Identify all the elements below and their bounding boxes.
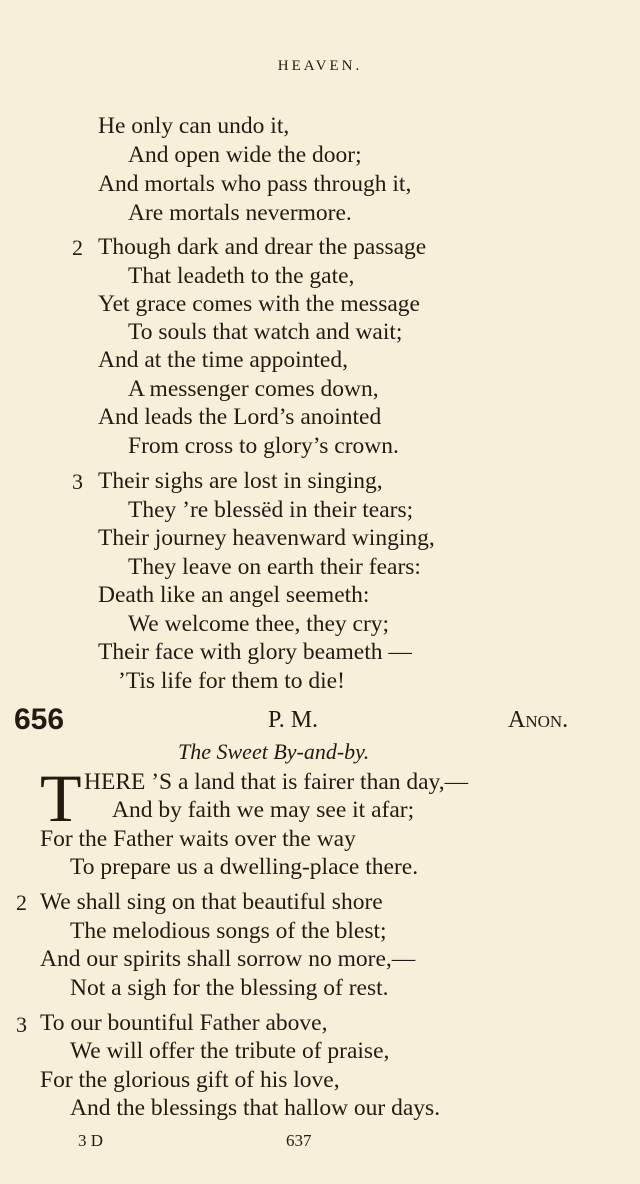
stanza3-number: 3 bbox=[72, 469, 83, 494]
stanza1-line-3: And mortals who pass through it, bbox=[98, 171, 412, 197]
stanza3-line-2: They ’re blessëd in their tears; bbox=[128, 497, 414, 523]
stanza2-line-3: Yet grace comes with the message bbox=[98, 291, 420, 317]
stanza3-line-6: We welcome thee, they cry; bbox=[128, 611, 390, 637]
stanza3-line-5: Death like an angel seemeth: bbox=[98, 582, 370, 608]
verse3-number: 3 bbox=[16, 1012, 27, 1037]
verse3-line-3: For the glorious gift of his love, bbox=[40, 1067, 340, 1093]
stanza2-line-7: And leads the Lord’s anointed bbox=[98, 404, 382, 430]
stanza2-line-2: That leadeth to the gate, bbox=[128, 263, 355, 289]
stanza2-line-5: And at the time appointed, bbox=[98, 347, 348, 373]
stanza3-line-3: Their journey heavenward winging, bbox=[98, 525, 435, 551]
verse3-line-2: We will offer the tribute of praise, bbox=[70, 1038, 390, 1064]
verse2-line-4: Not a sigh for the blessing of rest. bbox=[70, 975, 389, 1001]
stanza2-number: 2 bbox=[72, 235, 83, 260]
signature-mark: 3 D bbox=[78, 1131, 104, 1150]
verse1-line-2: And by faith we may see it afar; bbox=[112, 797, 415, 823]
stanza1-line-1: He only can undo it, bbox=[98, 113, 290, 139]
stanza3-line-4: They leave on earth their fears: bbox=[128, 554, 421, 580]
hymn-number: 656 bbox=[14, 703, 65, 736]
stanza1-line-4: Are mortals nevermore. bbox=[128, 200, 352, 226]
stanza3-line-8: ’Tis life for them to die! bbox=[118, 668, 345, 694]
verse3-line-1: To our bountiful Father above, bbox=[40, 1010, 328, 1036]
drop-cap: T bbox=[40, 760, 82, 836]
verse2-line-1: We shall sing on that beautiful shore bbox=[40, 889, 383, 915]
stanza2-line-4: To souls that watch and wait; bbox=[128, 319, 403, 345]
verse1-line-3: For the Father waits over the way bbox=[40, 826, 356, 852]
running-header: HEAVEN. bbox=[277, 58, 363, 74]
stanza2-line-8: From cross to glory’s crown. bbox=[128, 433, 399, 459]
hymn-meter: P. M. bbox=[268, 707, 319, 733]
verse3-line-4: And the blessings that hallow our days. bbox=[70, 1095, 441, 1121]
hymn-author: Anon. bbox=[508, 707, 569, 733]
verse2-line-2: The melodious songs of the blest; bbox=[70, 918, 387, 944]
stanza2-line-6: A messenger comes down, bbox=[128, 376, 379, 402]
page-number: 637 bbox=[286, 1131, 312, 1150]
verse2-number: 2 bbox=[16, 890, 27, 915]
stanza2-line-1: Though dark and drear the passage bbox=[98, 234, 427, 260]
verse1-line-4: To prepare us a dwelling-place there. bbox=[70, 854, 419, 880]
stanza3-line-1: Their sighs are lost in singing, bbox=[98, 468, 383, 494]
verse1-line-1: HERE ’S a land that is fairer than day,— bbox=[84, 769, 469, 795]
verse2-line-3: And our spirits shall sorrow no more,— bbox=[40, 946, 416, 972]
hymn-subtitle: The Sweet By-and-by. bbox=[178, 739, 370, 764]
stanza1-line-2: And open wide the door; bbox=[128, 142, 362, 168]
stanza3-line-7: Their face with glory beameth — bbox=[98, 639, 412, 665]
